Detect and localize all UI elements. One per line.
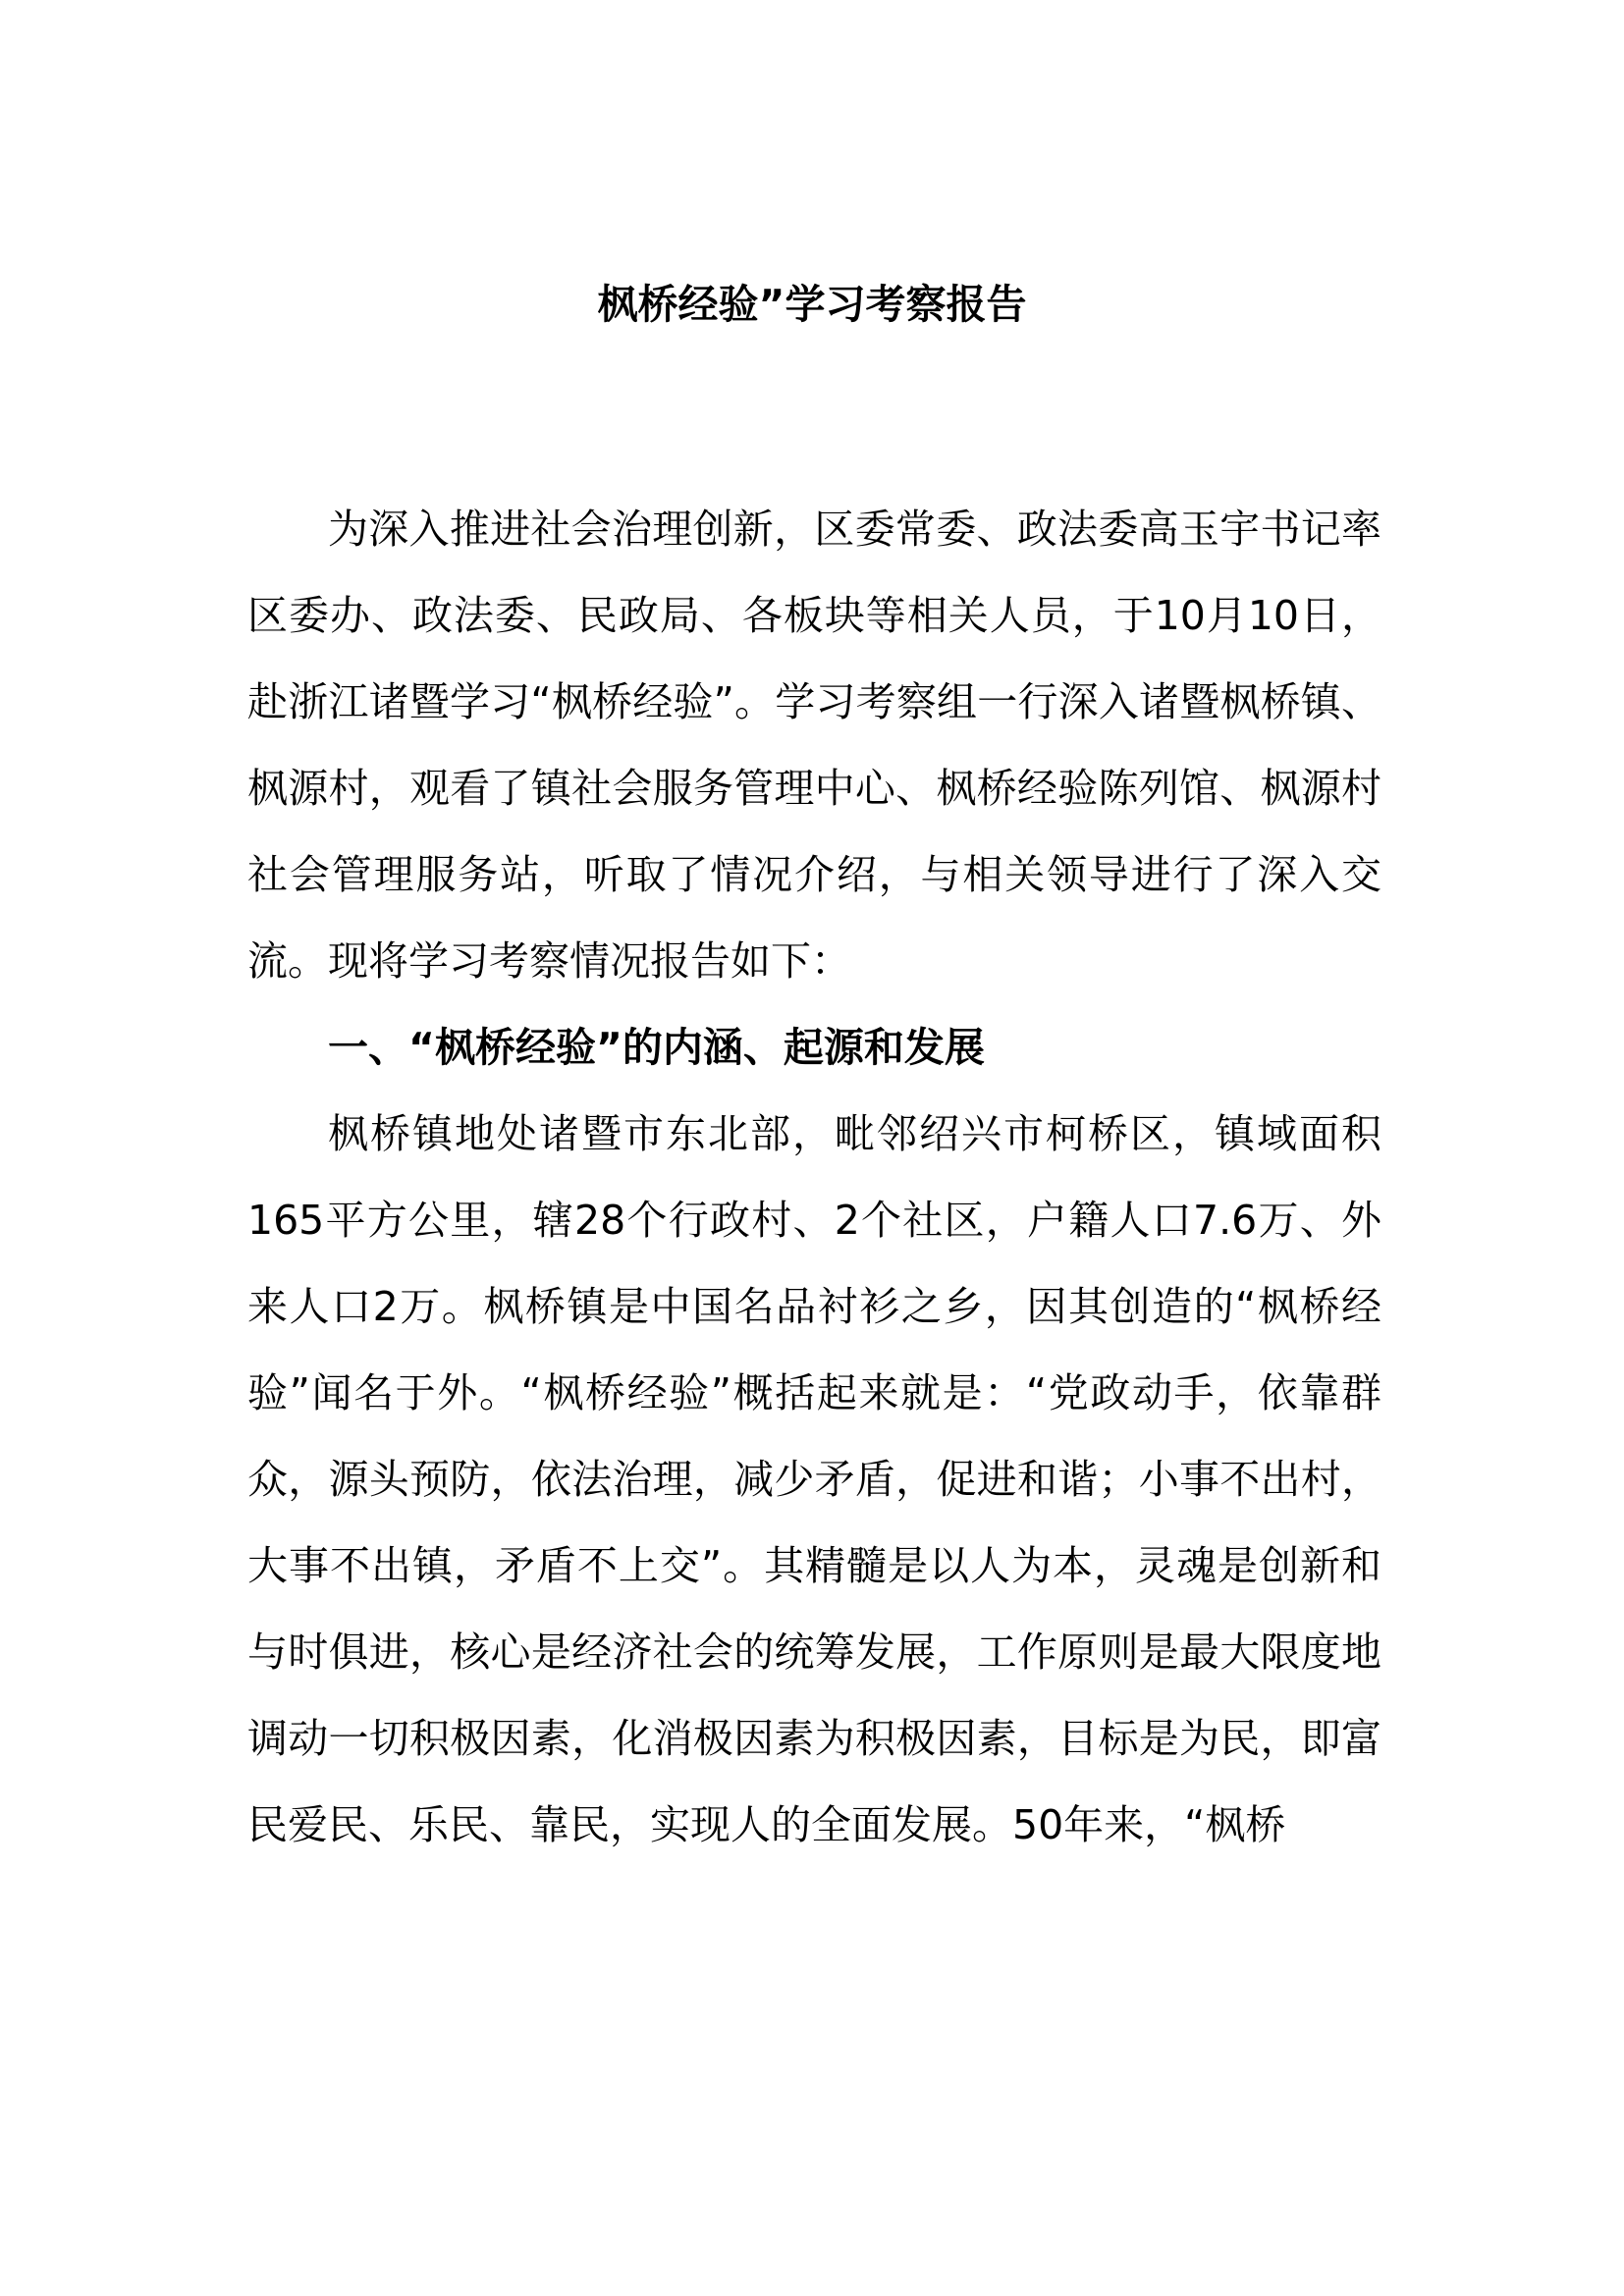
section-heading: 一、“枫桥经验”的内涵、起源和发展 [328, 1024, 985, 1071]
document-title: 枫桥经验”学习考察报告 [597, 281, 1027, 328]
document-body [247, 486, 1381, 1868]
intro-paragraph: 为深入推进社会治理创新，区委常委、政法委高玉宇书记率区委办、政法委、民政局、各板块等相关人员，于10月10日，赴浙江诸暨学习“枫桥经验”。学习考察组一行深入诸暨枫桥镇、枫源村，观看了镇社会服务管理中心、枫桥经验陈列馆、枫源村社会管理服务站，听取了情况介绍，与相关领导进行了深入交流。现将学习考察情况报告如下： [247, 506, 1381, 985]
body-paragraph: 枫桥镇地处诸暨市东北部，毗邻绍兴市柯桥区，镇域面积165平方公里，辖28个行政村、2个社区，户籍人口7.6万、外来人口2万。枫桥镇是中国名品衬衫之乡，因其创造的“枫桥经验”闻名于外。“枫桥经验”概括起来就是：“党政动手，依靠群众，源头预防，依法治理，减少矛盾，促进和谐；小事不出村，大事不出镇，矛盾不上交”。其精髓是以人为本，灵魂是创新和与时俱进，核心是经济社会的统筹发展，工作原则是最大限度地调动一切积极因素，化消极因素为积极因素，目标是为民，即富民爱民、乐民、靠民，实现人的全面发展。50年来，“枫桥 [247, 1110, 1381, 1848]
